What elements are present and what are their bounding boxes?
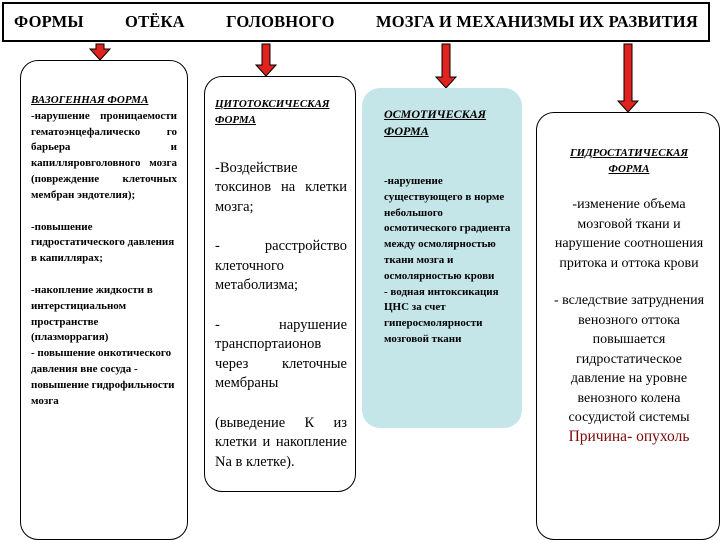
cytotoxic-text-4: (выведение К из клетки и накопление Na в клетке). — [215, 414, 347, 470]
arrow-to-osmotic — [436, 44, 456, 88]
vasogenic-text-1: -нарушение проницаемости гематоэнцефалическо го барьера и капиллярoвголовного мозга (повреждение клеточных мембран эндотелия); — [31, 109, 177, 201]
arrow-to-hydrostatic — [618, 44, 638, 112]
title-word-3: ГОЛОВНОГО — [226, 12, 335, 31]
title-word-1: ФОРМЫ — [14, 12, 84, 31]
arrow-to-vasogenic — [90, 44, 110, 60]
osmotic-text-1: -нарушение существующего в норме небольшого осмотического градиента между осмолярностью ткани мозга и осмолярностью крови - водная интоксикация ЦНС за счет гиперосмолярности мозговой ткани — [384, 175, 511, 345]
cytotoxic-text-1: -Воздействие токсинов на клетки мозга; — [215, 159, 347, 215]
vasogenic-text-2: -повышение гидростатического давления в капиллярах; — [31, 220, 175, 265]
vasogenic-form-box — [20, 60, 188, 540]
vasogenic-text-3: -накопление жидкости в интерстициальном пространстве (плазморрагия) - повышение онкотического давления вне сосуда - повышение гидрофильности мозга — [31, 283, 175, 407]
cytotoxic-heading: ЦИТОТОКСИЧЕСКАЯ ФОРМА — [215, 98, 330, 126]
hydrostatic-text-2: - вследствие затруднения венозного оттока повышается гидростатическое давление на уровне венозного колена сосудистой системы — [553, 293, 705, 425]
cytotoxic-text-2: - расстройство клеточного метаболизма; — [215, 238, 347, 294]
osmotic-form-box — [362, 88, 522, 428]
cytotoxic-text-3: - нарушение транспортаионов через клеточные мембраны — [215, 316, 347, 392]
cytotoxic-form-box — [204, 76, 356, 492]
hydrostatic-text-1: -изменение объема мозговой ткани и нарушение соотношения притока и оттока крови — [554, 197, 704, 271]
title-word-4: МОЗГА И МЕХАНИЗМЫ ИХ РАЗВИТИЯ — [376, 12, 698, 31]
hydrostatic-heading: ГИДРОСТАТИЧЕСКАЯ ФОРМА — [569, 147, 689, 175]
arrow-to-cytotoxic — [256, 44, 276, 76]
title-word-2: ОТЁКА — [125, 12, 185, 31]
vasogenic-heading: ВАЗОГЕННАЯ ФОРМА — [31, 94, 149, 106]
hydrostatic-cause: Причина- опухоль — [568, 427, 690, 445]
hydrostatic-form-box — [536, 112, 720, 540]
osmotic-heading: ОСМОТИЧЕСКАЯ ФОРМА — [384, 107, 487, 138]
